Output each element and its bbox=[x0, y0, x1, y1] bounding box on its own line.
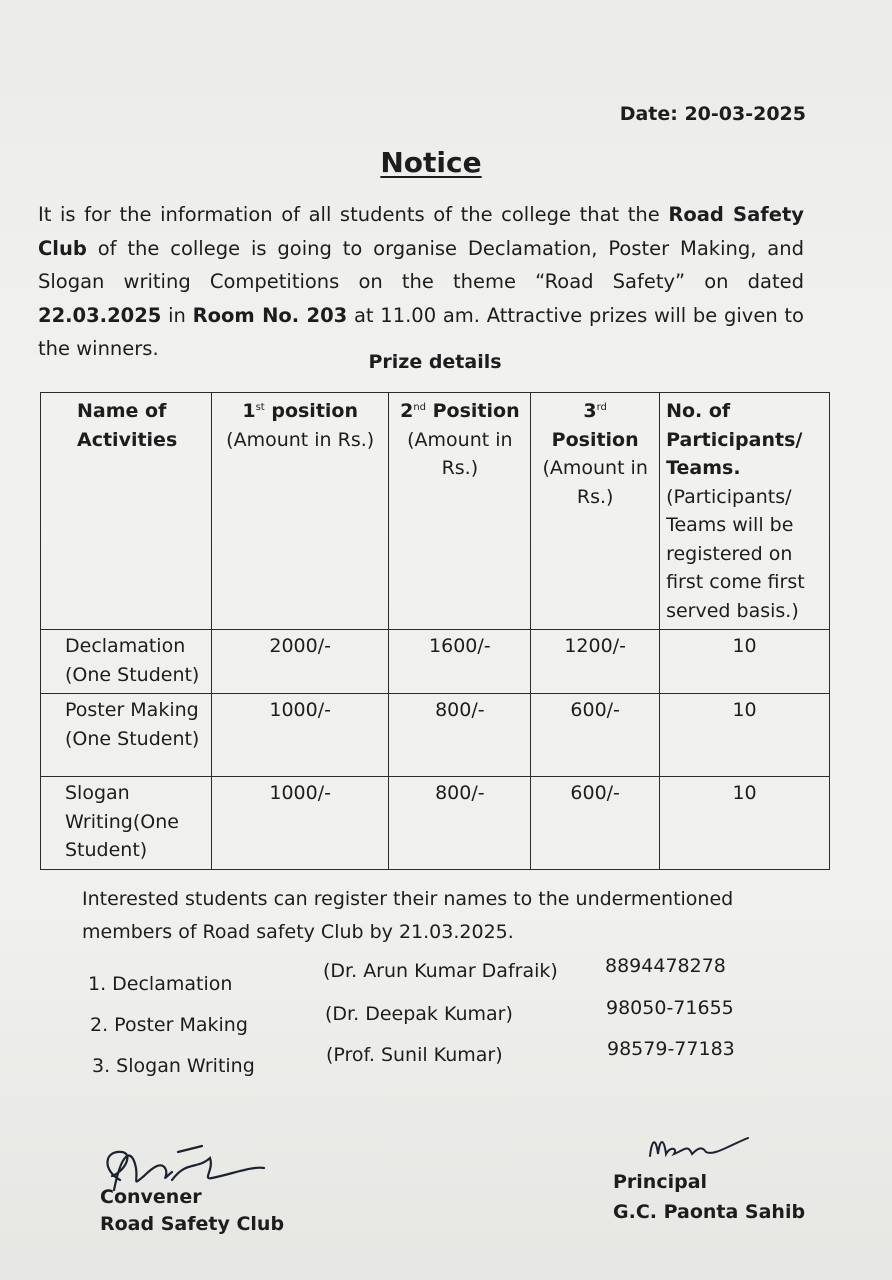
activity-name: Poster Making (One Student) bbox=[41, 694, 212, 777]
notice-paragraph bbox=[38, 198, 804, 366]
first-prize: 1000/- bbox=[211, 694, 389, 777]
principal-signature bbox=[644, 1128, 754, 1168]
member-person: (Dr. Arun Kumar Dafraik) bbox=[323, 960, 558, 982]
convener-org: Road Safety Club bbox=[100, 1213, 285, 1235]
table-row bbox=[41, 630, 830, 694]
participants-note: (Participants/ Teams will be registered on first come first served basis.) bbox=[666, 485, 805, 622]
third-prize: 600/- bbox=[531, 694, 660, 777]
second-word: Position bbox=[426, 400, 520, 422]
club-name: Road Safety Club bbox=[38, 203, 804, 260]
para-text-4: at 11.00 am. Attractive prizes will be given to the winners. bbox=[38, 303, 804, 360]
first-sub: (Amount in Rs.) bbox=[226, 428, 375, 451]
second-prize: 1600/- bbox=[389, 630, 531, 694]
para-text-3: in bbox=[161, 303, 193, 327]
header-activities-line1: Name of bbox=[77, 400, 167, 422]
participants-l2: Participants/ bbox=[666, 428, 803, 451]
activity-name: Declamation (One Student) bbox=[41, 630, 212, 694]
room-number: Room No. 203 bbox=[192, 303, 348, 327]
second-sub2: Rs.) bbox=[441, 457, 479, 479]
first-prize: 2000/- bbox=[211, 630, 389, 694]
second-sup: nd bbox=[413, 402, 427, 413]
first-word: position bbox=[264, 400, 358, 422]
table-row bbox=[41, 694, 830, 777]
registration-text: Interested students can register their names to the undermentioned members of Road safety Club by 21.03.2025. bbox=[82, 888, 734, 943]
convener-title: Convener bbox=[100, 1186, 202, 1208]
para-text-1: It is for the information of all students of the college that the bbox=[38, 203, 669, 226]
activity-name: Slogan Writing(One Student) bbox=[41, 777, 212, 870]
participant-count: 10 bbox=[660, 694, 830, 777]
third-sub2: Rs.) bbox=[576, 485, 614, 508]
principal-title: Principal bbox=[613, 1171, 708, 1193]
header-third-position bbox=[531, 393, 660, 630]
first-prize: 1000/- bbox=[211, 777, 389, 870]
second-num: 2 bbox=[400, 400, 414, 422]
second-prize: 800/- bbox=[389, 777, 531, 870]
member-item: 1. Declamation bbox=[88, 973, 233, 995]
participants-l1: No. of bbox=[666, 400, 731, 422]
first-num: 1 bbox=[242, 400, 256, 422]
notice-date: Date: 20-03-2025 bbox=[619, 103, 806, 125]
third-prize: 600/- bbox=[531, 777, 660, 870]
table-header-row bbox=[41, 393, 830, 630]
member-item: 3. Slogan Writing bbox=[92, 1055, 255, 1077]
table-row bbox=[41, 777, 830, 870]
member-phone: 98579-77183 bbox=[607, 1038, 735, 1060]
participant-count: 10 bbox=[660, 630, 830, 694]
first-sup: st bbox=[255, 402, 265, 413]
header-activities bbox=[41, 393, 212, 630]
prize-table bbox=[40, 392, 830, 870]
para-text-2: of the college is going to organise Declamation, Poster Making, and Slogan writing Competitions on the theme “Road Safety” on dated bbox=[38, 236, 804, 293]
principal-org: G.C. Paonta Sahib bbox=[613, 1201, 806, 1223]
header-participants bbox=[660, 393, 830, 630]
second-sub1: (Amount in bbox=[407, 428, 513, 451]
third-prize: 1200/- bbox=[531, 630, 660, 694]
second-prize: 800/- bbox=[389, 694, 531, 777]
member-person: (Prof. Sunil Kumar) bbox=[326, 1044, 503, 1066]
member-item: 2. Poster Making bbox=[90, 1014, 248, 1036]
event-date: 22.03.2025 bbox=[38, 303, 162, 327]
header-first-position bbox=[211, 393, 389, 630]
third-num: 3 bbox=[583, 400, 597, 422]
participants-l3: Teams. bbox=[666, 457, 741, 479]
header-activities-line2: Activities bbox=[77, 428, 178, 451]
member-phone: 8894478278 bbox=[605, 955, 726, 977]
participant-count: 10 bbox=[660, 777, 830, 870]
member-person: (Dr. Deepak Kumar) bbox=[325, 1003, 513, 1025]
header-second-position bbox=[389, 393, 531, 630]
notice-title: Notice bbox=[380, 146, 482, 179]
prize-details-heading: Prize details bbox=[368, 351, 502, 373]
third-sup: rd bbox=[596, 402, 607, 413]
third-sub1: (Amount in bbox=[542, 457, 648, 479]
third-word: Position bbox=[551, 428, 639, 451]
member-phone: 98050-71655 bbox=[606, 997, 734, 1019]
